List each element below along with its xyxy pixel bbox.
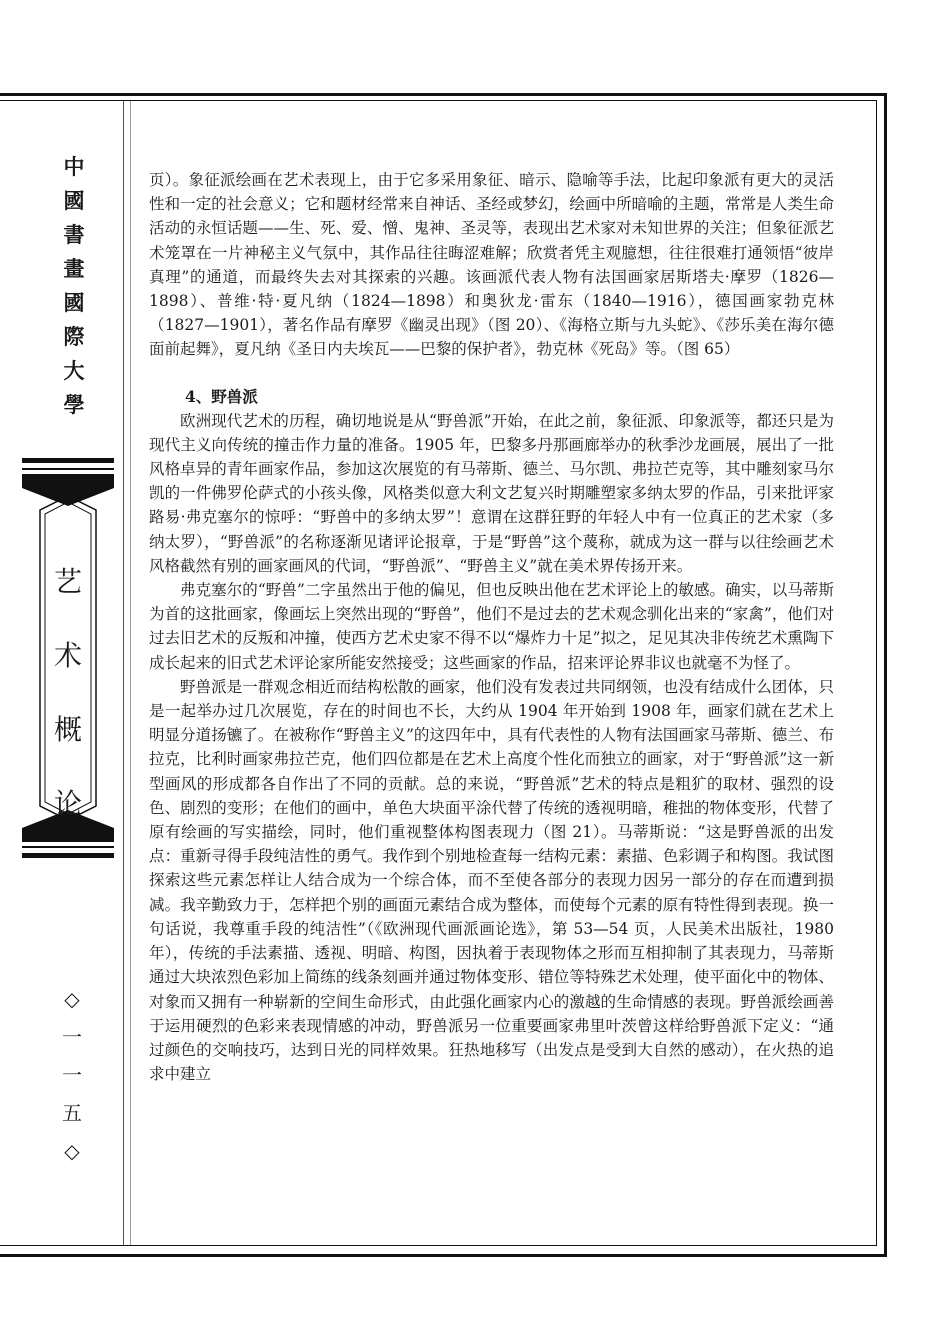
page-number	[56, 980, 88, 1170]
diamond-ornament-bottom: ◇	[64, 1139, 80, 1163]
diamond-ornament-top: ◇	[64, 987, 80, 1011]
main-text	[149, 168, 834, 1086]
paragraph-fauvism-critic: 弗克塞尔的“野兽”二字虽然出于他的偏见，但也反映出他在艺术评论上的敏感。确实，以马蒂斯为首的这批画家，像画坛上突然出现的“野兽”，他们不是过去的艺术观念驯化出来的“家禽”，他们对过去旧艺术的反叛和冲撞，使西方艺术史家不得不以“爆炸力十足”拟之，足见其决非传统艺术熏陶下成长起来的旧式艺术评论家所能安然接受；这些画家的作品，招来评论界非议也就毫不为怪了。	[149, 581, 834, 672]
paragraph-fauvism-characteristics: 野兽派是一群观念相近而结构松散的画家，他们没有发表过共同纲领，也没有结成什么团体，只是一起举办过几次展览，存在的时间也不长，大约从 1904 年开始到 1908 年，画家们就在艺术上明显分道扬镳了。在被称作“野兽主义”的这四年中，具有代表性的人物有法国画家马蒂斯、德兰、布拉克，比利时画家弗拉芒克，他们四位都是在艺术上高度个性化而独立的画家，对于“野兽派”这一新型画风的形成都各自作出了不同的贡献。总的来说，“野兽派”艺术的特点是粗犷的取材、强烈的设色、剧烈的变形；在他们的画中，单色大块面平涂代替了传统的透视明暗，稚拙的物体变形，代替了原有绘画的写实描绘，同时，他们重视整体构图表现力（图 21）。马蒂斯说：“这是野兽派的出发点：重新寻得手段纯洁性的勇气。我作到个别地检查每一结构元素：素描、色彩调子和构图。我试图探索这些元素怎样让人结合成为一个综合体，而不至使各部分的表现力因另一部分的存在而遭到损减。我辛勤致力于，怎样把个别的画面元素结合成为整体，而使每个元素的原有特性得到表现。换一句话说，我尊重手段的纯洁性”（《欧洲现代画派画论选》，第 53—54 页，人民美术出版社，1980 年），传统的手法素描、透视、明暗、构图，因执着于表现物体之形而互相抑制了其表现力，马蒂斯通过大块浓烈色彩加上简练的线条刻画并通过物体变形、错位等特殊艺术处理，使平面化中的物体、对象而又拥有一种崭新的空间生命形式，由此强化画家内心的激越的生命情感的表现。野兽派绘画善于运用硬烈的色彩来表现情感的冲动，野兽派另一位重要画家弗里叶茨曾这样给野兽派下定义：“通过颜色的交响技巧，达到日光的同样效果。狂热地移写（出发点是受到大自然的感动），在火热的追求中建立	[149, 677, 834, 1084]
university-name: 中國書畫國際大學	[63, 154, 85, 417]
sidebar-divider-inner	[130, 101, 131, 1245]
paragraph-fauvism-origin: 欧洲现代艺术的历程，确切地说是从“野兽派”开始，在此之前，象征派、印象派等，都还只是为现代主义向传统的撞击作力量的准备。1905 年，巴黎多丹那画廊举办的秋季沙龙画展，展出了一批风格卓异的青年画家作品，参加这次展览的有马蒂斯、德兰、马尔凯、弗拉芒克等，其中雕刻家马尔凯的一件佛罗伦萨式的小孩头像，风格类似意大利文艺复兴时期雕塑家多纳太罗的作品，引来批评家路易·弗克塞尔的惊呼：“野兽中的多纳太罗”！意谓在这群狂野的年轻人中有一位真正的艺术家（多纳太罗），“野兽派”的名称逐渐见诸评论报章，于是“野兽”这个蔑称，就成为这一群与以往绘画艺术风格截然有别的画家画风的代词，“野兽派”、“野兽主义”就在美术界传扬开来。	[149, 411, 834, 575]
book-title: 艺术概论	[53, 565, 82, 820]
section-heading-fauvism: 4、野兽派	[185, 386, 258, 406]
sidebar-divider	[123, 101, 124, 1245]
page-number-text: 一一五	[62, 1025, 82, 1125]
paragraph-symbolism-continued: 页）。象征派绘画在艺术表现上，由于它多采用象征、暗示、隐喻等手法，比起印象派有更大的灵活性和一定的社会意义；它和题材经常来自神话、圣经或梦幻，绘画中所暗喻的主题，常常是人类生命活动的永恒话题——生、死、爱、憎、鬼神、圣灵等，表现出艺术家对未知世界的关注；但象征派艺术笼罩在一片神秘主义气氛中，其作品往往晦涩难解；欣赏者凭主观臆想，往往很难打通领悟“彼岸真理”的通道，而最终失去对其探索的兴趣。该画派代表人物有法国画家居斯塔夫·摩罗（1826—1898）、普维·特·夏凡纳（1824—1898）和奥狄龙·雷东（1840—1916），德国画家勃克林（1827—1901），著名作品有摩罗《幽灵出现》（图 20）、《海格立斯与九头蛇》、《莎乐美在海尔德面前起舞》，夏凡纳《圣日内夫埃瓦——巴黎的保护者》，勃克林《死岛》等。（图 65）	[149, 171, 834, 359]
